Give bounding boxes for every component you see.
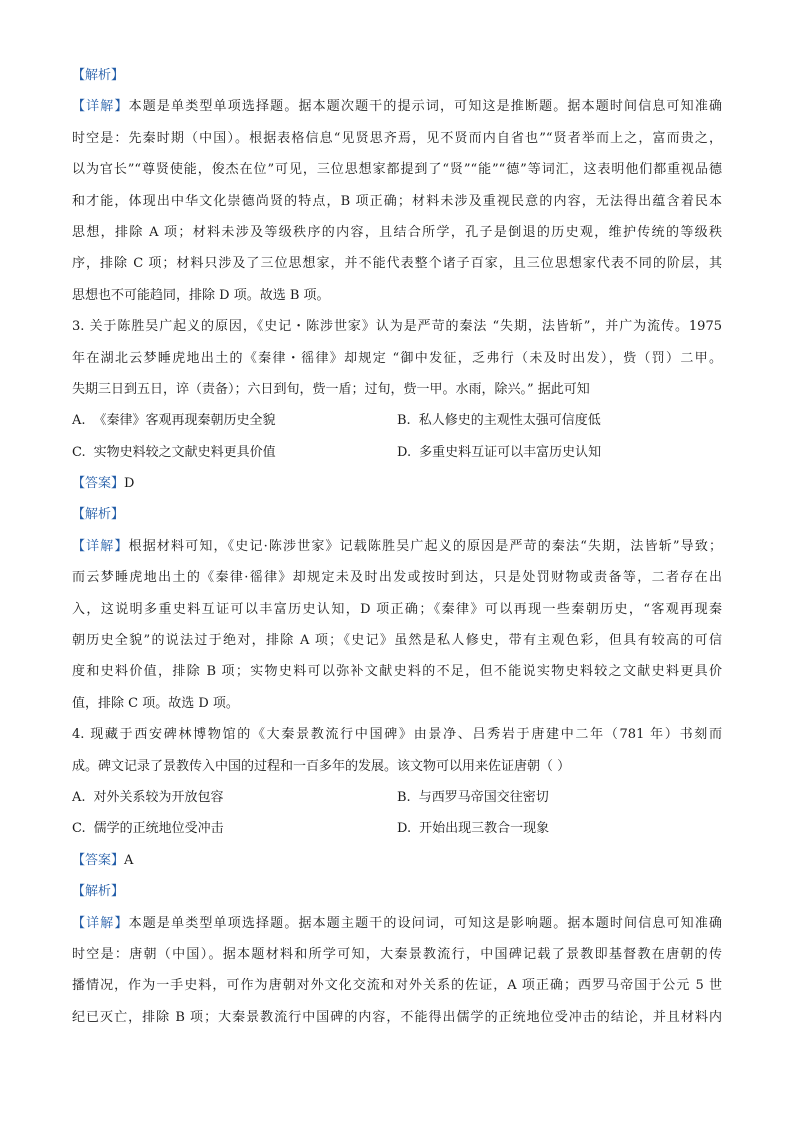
analysis-label: 【解析】	[72, 507, 125, 523]
q4-detail-line: 纪已灭亡，排除 B 项；大秦景教流行中国碑的内容，不能得出儒学的正统地位受冲击的结论，并且材料内	[72, 1009, 722, 1025]
q4-option-b	[397, 782, 722, 813]
option-letter: D.	[397, 821, 412, 837]
option-text: 儒学的正统地位受冲击	[93, 821, 224, 837]
option-text: 私人修史的主观性太强可信度低	[418, 413, 601, 429]
detail-label: 【详解】	[72, 538, 129, 554]
analysis-label: 【解析】	[72, 884, 125, 900]
q4-options-row	[72, 782, 722, 813]
option-text: 开始出现三教合一现象	[419, 821, 550, 837]
q3-analysis-heading	[72, 499, 722, 530]
q3-option-d	[397, 437, 722, 468]
option-text: 《秦律》客观再现秦朝历史全貌	[93, 413, 276, 429]
q2-detail-line	[72, 91, 722, 122]
q3-option-c	[72, 437, 397, 468]
q3-stem-line: 年在湖北云梦睡虎地出土的《秦律・徭律》却规定 “御中发征，乏弗行（未及时出发），赀（罚）二甲。	[72, 350, 722, 366]
q2-detail-line: 思想也不可能趋同，排除 D 项。故选 B 项。	[72, 287, 330, 303]
q3-detail-line: 朝历史全貌”的说法过于绝对，排除 A 项；《史记》虽然是私人修史，带有主观色彩，但具有较高的可信	[72, 633, 722, 649]
answer-label: 【答案】	[72, 852, 125, 868]
q2-detail-line: 和才能，体现出中华文化崇德尚贤的特点，B 项正确；材料未涉及重视民意的内容，无法得出蕴含着民本	[72, 193, 722, 209]
q4-answer	[72, 845, 722, 876]
detail-label: 【详解】	[72, 915, 129, 931]
detail-text: 本题是单类型单项选择题。据本题次题干的提示词，可知这是推断题。据本题时间信息可知准确	[128, 99, 722, 115]
detail-text: 本题是单类型单项选择题。据本题主题干的设问词，可知这是影响题。据本题时间信息可知准确	[128, 915, 722, 931]
option-text: 对外关系较为开放包容	[93, 789, 224, 805]
q2-analysis-heading	[72, 60, 722, 91]
option-letter: C.	[72, 444, 86, 460]
q3-answer	[72, 468, 722, 499]
option-letter: A.	[72, 413, 86, 429]
analysis-label: 【解析】	[72, 68, 125, 83]
option-text: 多重史料互证可以丰富历史认知	[419, 444, 602, 460]
q3-options-row	[72, 405, 722, 436]
q4-option-a	[72, 782, 397, 813]
option-letter: D.	[397, 444, 412, 460]
detail-label: 【详解】	[72, 99, 129, 115]
answer-label: 【答案】	[72, 476, 125, 492]
q4-detail-line: 播情况，作为一手史料，可作为唐朝对外文化交流和对外关系的佐证，A 项正确；西罗马帝国于公元 5 世	[72, 978, 722, 994]
option-letter: B.	[397, 789, 411, 805]
q3-detail-line: 度和史料价值，排除 B 项；实物史料可以弥补文献史料的不足，但不能说实物史料较之文献史料更具价	[72, 664, 722, 680]
q3-option-a	[72, 405, 397, 436]
q4-stem-line: 成。碑文记录了景教传入中国的过程和一百多年的发展。该文物可以用来佐证唐朝（ ）	[72, 758, 571, 774]
option-letter: B.	[397, 413, 411, 429]
q4-stem-line: 4. 现藏于西安碑林博物馆的《大秦景教流行中国碑》由景净、吕秀岩于唐建中二年（781 年）书刻而	[72, 727, 722, 743]
answer-value: A	[124, 852, 134, 868]
option-text: 实物史料较之文献史料更具价值	[93, 444, 276, 460]
q3-options-row	[72, 437, 722, 468]
q3-stem-line: 失期三日到五日，谇（责备）；六日到旬，赀一盾；过旬，赀一甲。水雨，除兴。” 据此可知	[72, 381, 590, 397]
q3-detail-line: 值，排除 C 项。故选 D 项。	[72, 695, 239, 711]
q2-detail-line: 序，排除 C 项；材料只涉及了三位思想家，并不能代表整个诸子百家，且三位思想家代表不同的阶层，其	[72, 256, 722, 272]
q4-detail-line: 时空是：唐朝（中国）。据本题材料和所学可知，大秦景教流行，中国碑记载了景教即基督教在唐朝的传	[72, 946, 722, 962]
option-letter: C.	[72, 821, 86, 837]
q3-detail-line: 入，这说明多重史料互证可以丰富历史认知，D 项正确；《秦律》可以再现一些秦朝历史，“客观再现秦	[72, 601, 722, 617]
answer-value: D	[124, 476, 135, 492]
q3-option-b	[397, 405, 722, 436]
q2-detail-line: 时空是：先秦时期（中国）。根据表格信息“见贤思齐焉，见不贤而内自省也”“贤者举而上之，富而贵之，	[72, 130, 722, 146]
q4-detail-line	[72, 908, 722, 939]
q3-detail-line: 而云梦睡虎地出土的《秦律·徭律》却规定未及时出发或按时到达，只是处罚财物或责备等，二者存在出	[72, 570, 722, 586]
option-text: 与西罗马帝国交往密切	[418, 789, 549, 805]
page-content	[72, 60, 722, 1033]
q2-detail-line: 思想，排除 A 项；材料未涉及等级秩序的内容，且结合所学，孔子是倒退的历史观，维护传统的等级秩	[72, 224, 722, 240]
q4-option-c	[72, 813, 397, 844]
q4-options-row	[72, 813, 722, 844]
option-letter: A.	[72, 789, 86, 805]
detail-text: 根据材料可知，《史记·陈涉世家》记载陈胜吴广起义的原因是严苛的秦法“失期，法皆斩”导致；	[128, 538, 722, 554]
q2-detail-line: 以为官长”“尊贤使能，俊杰在位”可见，三位思想家都提到了“贤”“能”“德”等词汇，这表明他们都重视品德	[72, 162, 722, 178]
q4-option-d	[397, 813, 722, 844]
q4-analysis-heading	[72, 876, 722, 907]
q3-stem-line: 3. 关于陈胜吴广起义的原因，《史记・陈涉世家》认为是严苛的秦法 “失期，法皆斩”，并广为流传。1975	[72, 319, 722, 335]
q3-detail-line	[72, 531, 722, 562]
